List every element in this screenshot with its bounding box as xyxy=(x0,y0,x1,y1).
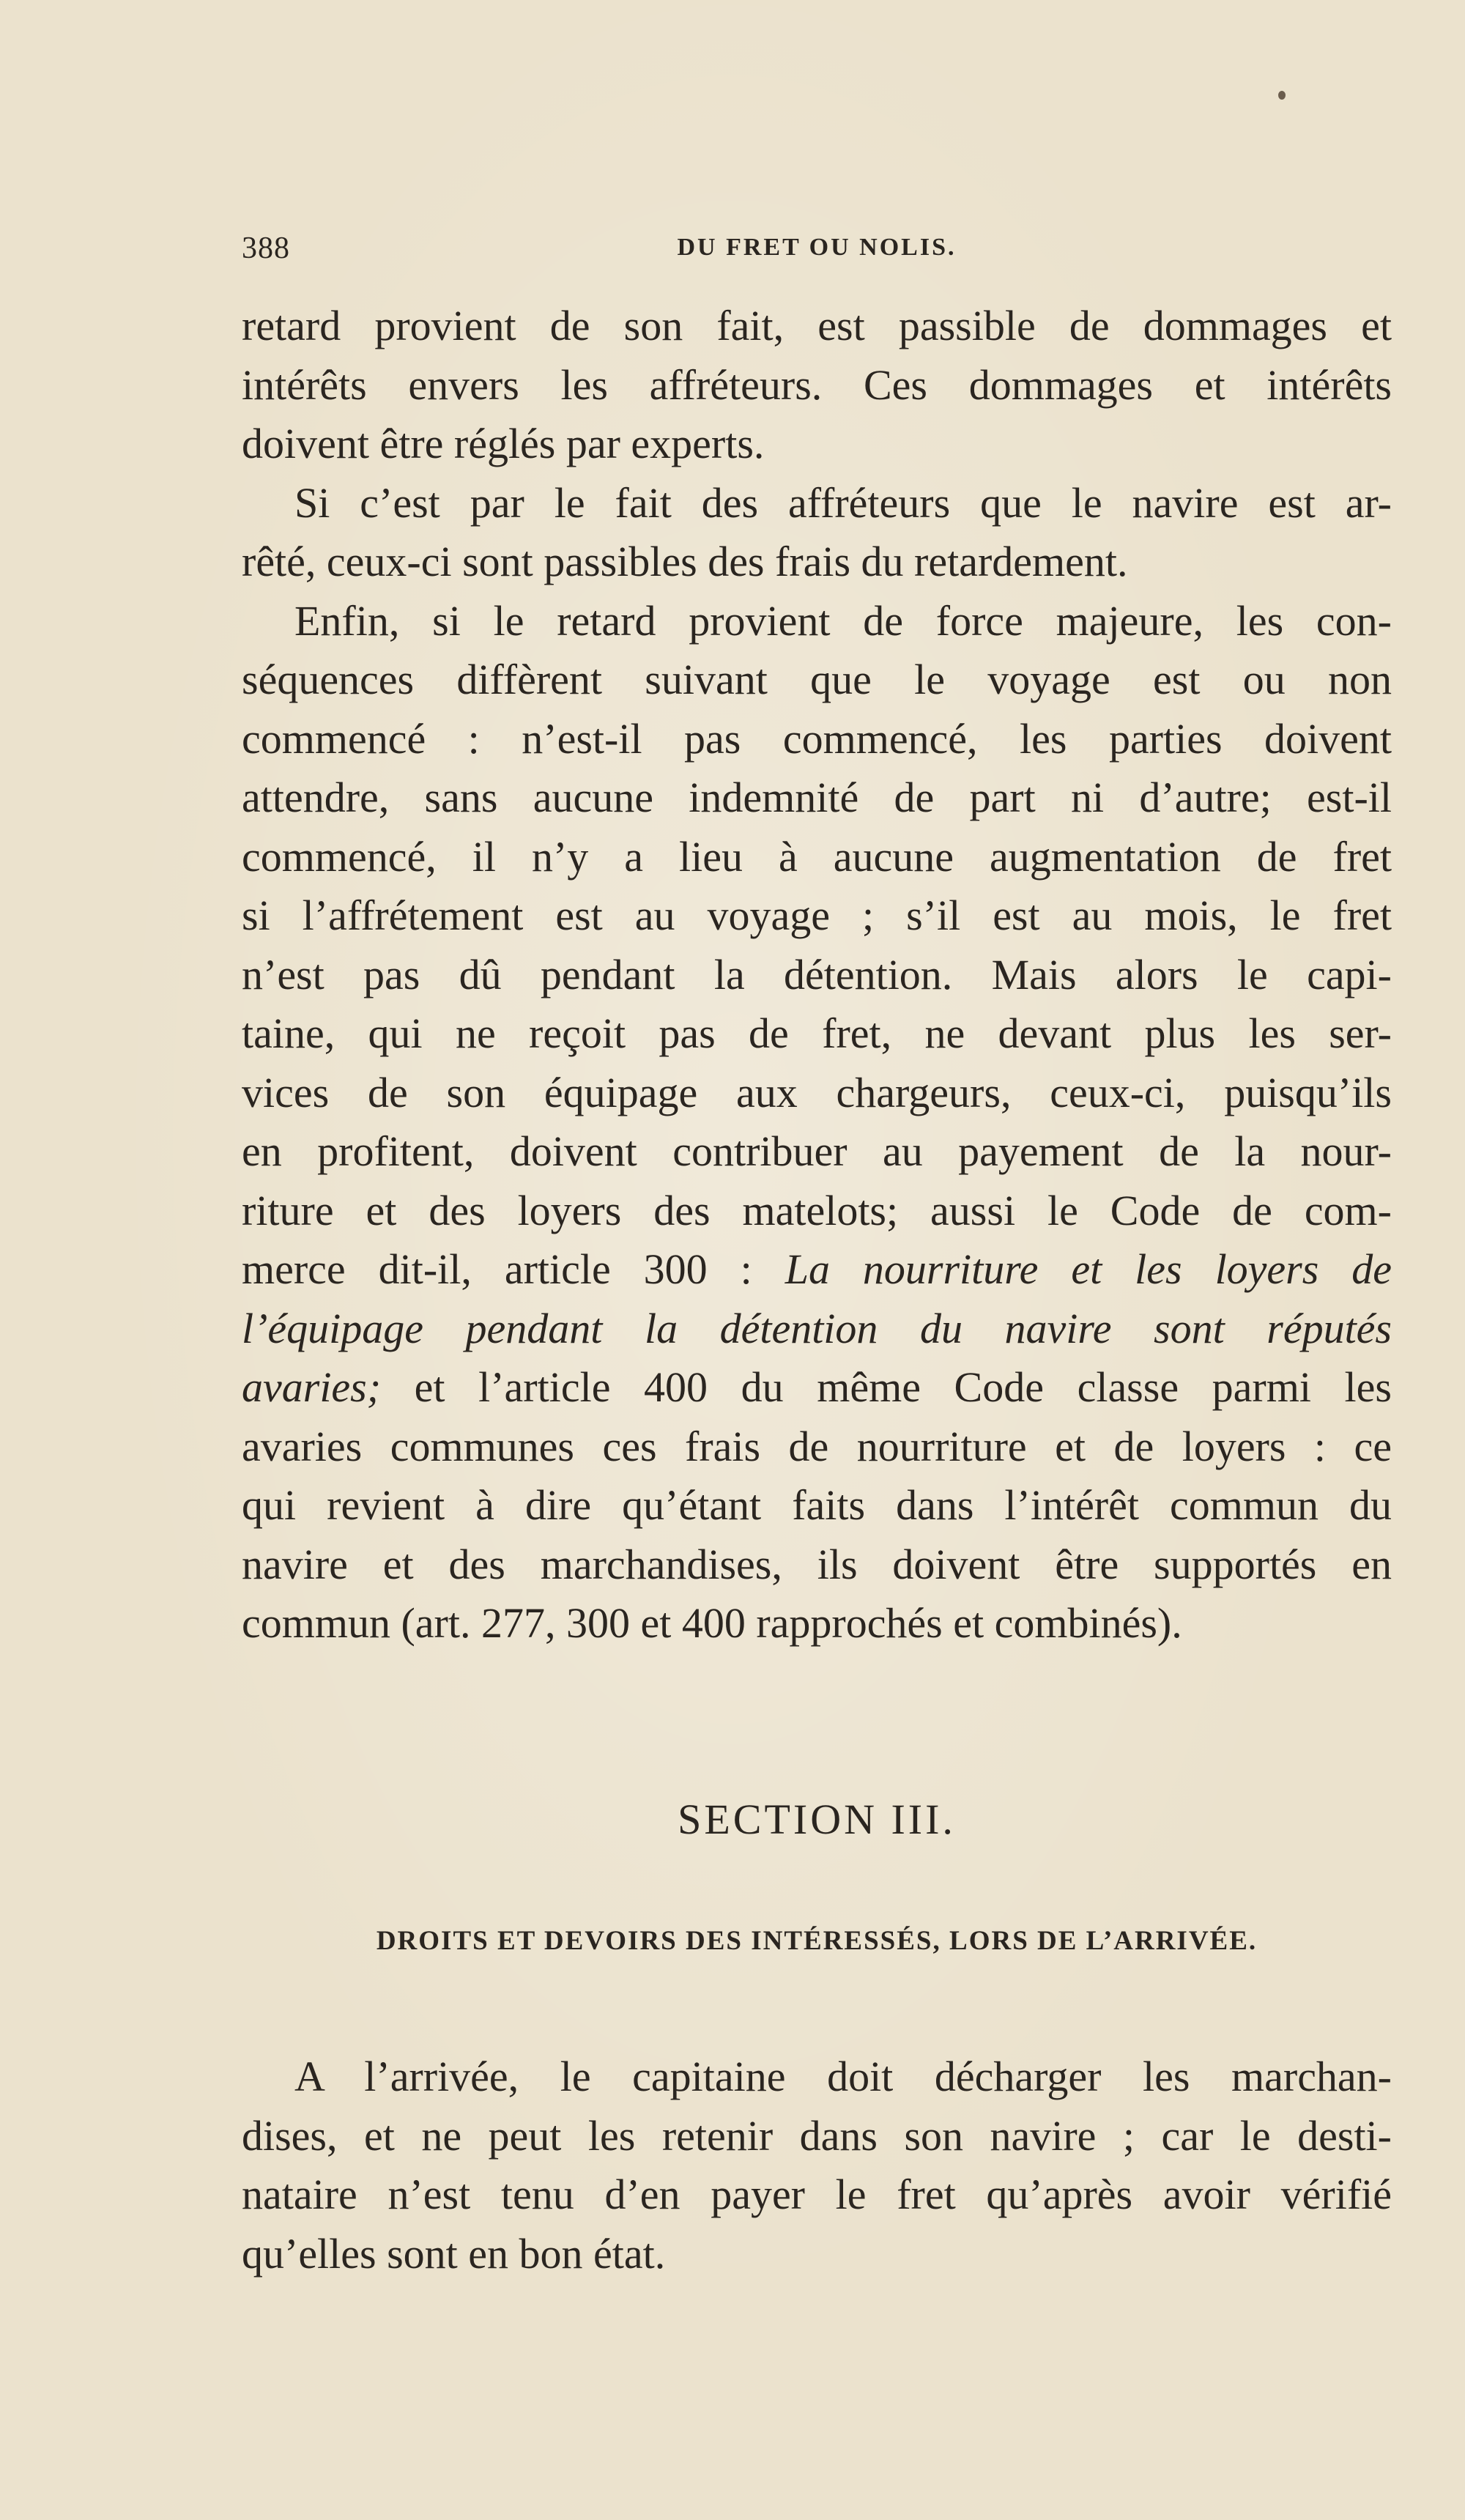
text-line: taine, qui ne reçoit pas de fret, ne devant plus les ser- xyxy=(242,1009,1392,1057)
body-text xyxy=(242,297,1392,1653)
section-subtitle: DROITS ET DEVOIRS DES INTÉRESSÉS, LORS DE L’ARRIVÉE. xyxy=(376,1926,1258,1956)
text-line: attendre, sans aucune indemnité de part ni d’autre; est-il xyxy=(242,774,1392,821)
text-line: séquences diffèrent suivant que le voyage est ou non xyxy=(242,656,1392,703)
text-line: riture et des loyers des matelots; aussi le Code de com- xyxy=(242,1186,1392,1234)
section-title: SECTION III. xyxy=(678,1796,956,1843)
text-line: Si c’est par le fait des affréteurs que le navire est ar- xyxy=(294,478,1392,527)
text-line: nataire n’est tenu d’en payer le fret qu’après avoir vérifié xyxy=(242,2171,1392,2218)
page-number: 388 xyxy=(242,231,290,265)
text-line: dises, et ne peut les retenir dans son navire ; car le desti- xyxy=(242,2111,1392,2160)
text-fragment: merce dit-il, article 300 : xyxy=(242,1245,785,1293)
text-line: si l’affrétement est au voyage ; s’il est au mois, le fret xyxy=(242,892,1392,939)
italic-quotation: l’équipage pendant la détention du navire sont réputés xyxy=(242,1304,1392,1352)
running-head xyxy=(242,231,1392,275)
text-line: commencé : n’est-il pas commencé, les parties doivent xyxy=(242,714,1392,763)
text-line: qu’elles sont en bon état. xyxy=(242,2229,666,2278)
text-line: rêté, ceux-ci sont passibles des frais du retardement. xyxy=(242,538,1128,585)
text-line: A l’arrivée, le capitaine doit décharger les marchan- xyxy=(294,2053,1392,2100)
text-line: qui revient à dire qu’étant faits dans l’intérêt commun du xyxy=(242,1481,1392,1529)
body-text-arrival xyxy=(242,2048,1392,2283)
ink-speck xyxy=(1278,91,1286,100)
running-title: DU FRET OU NOLIS. xyxy=(677,234,957,261)
italic-quotation: La nourriture et les loyers de xyxy=(785,1245,1392,1293)
text-line: navire et des marchandises, ils doivent être supportés en xyxy=(242,1540,1392,1588)
text-line-italic xyxy=(242,1300,1392,1359)
text-line: retard provient de son fait, est passible de dommages et xyxy=(242,302,1392,349)
text-line: avaries communes ces frais de nourriture et de loyers : ce xyxy=(242,1422,1392,1470)
text-line: vices de son équipage aux chargeurs, ceux-ci, puisqu’ils xyxy=(242,1068,1392,1116)
italic-quotation: avaries; xyxy=(242,1363,382,1411)
text-fragment: et l’article 400 du même Code classe parmi les xyxy=(381,1363,1392,1411)
text-line: commencé, il n’y a lieu à aucune augmentation de fret xyxy=(242,832,1392,881)
text-line: commun (art. 277, 300 et 400 rapprochés et combinés). xyxy=(242,1599,1182,1647)
text-line: intérêts envers les affréteurs. Ces dommages et intérêts xyxy=(242,360,1392,409)
text-line: Enfin, si le retard provient de force majeure, les con- xyxy=(294,596,1392,645)
text-line-mixed xyxy=(242,1358,1392,1418)
text-line-mixed xyxy=(242,1240,1392,1300)
text-line: en profitent, doivent contribuer au payement de la nour- xyxy=(242,1127,1392,1175)
text-line: n’est pas dû pendant la détention. Mais alors le capi- xyxy=(242,950,1392,998)
text-line: doivent être réglés par experts. xyxy=(242,420,765,467)
